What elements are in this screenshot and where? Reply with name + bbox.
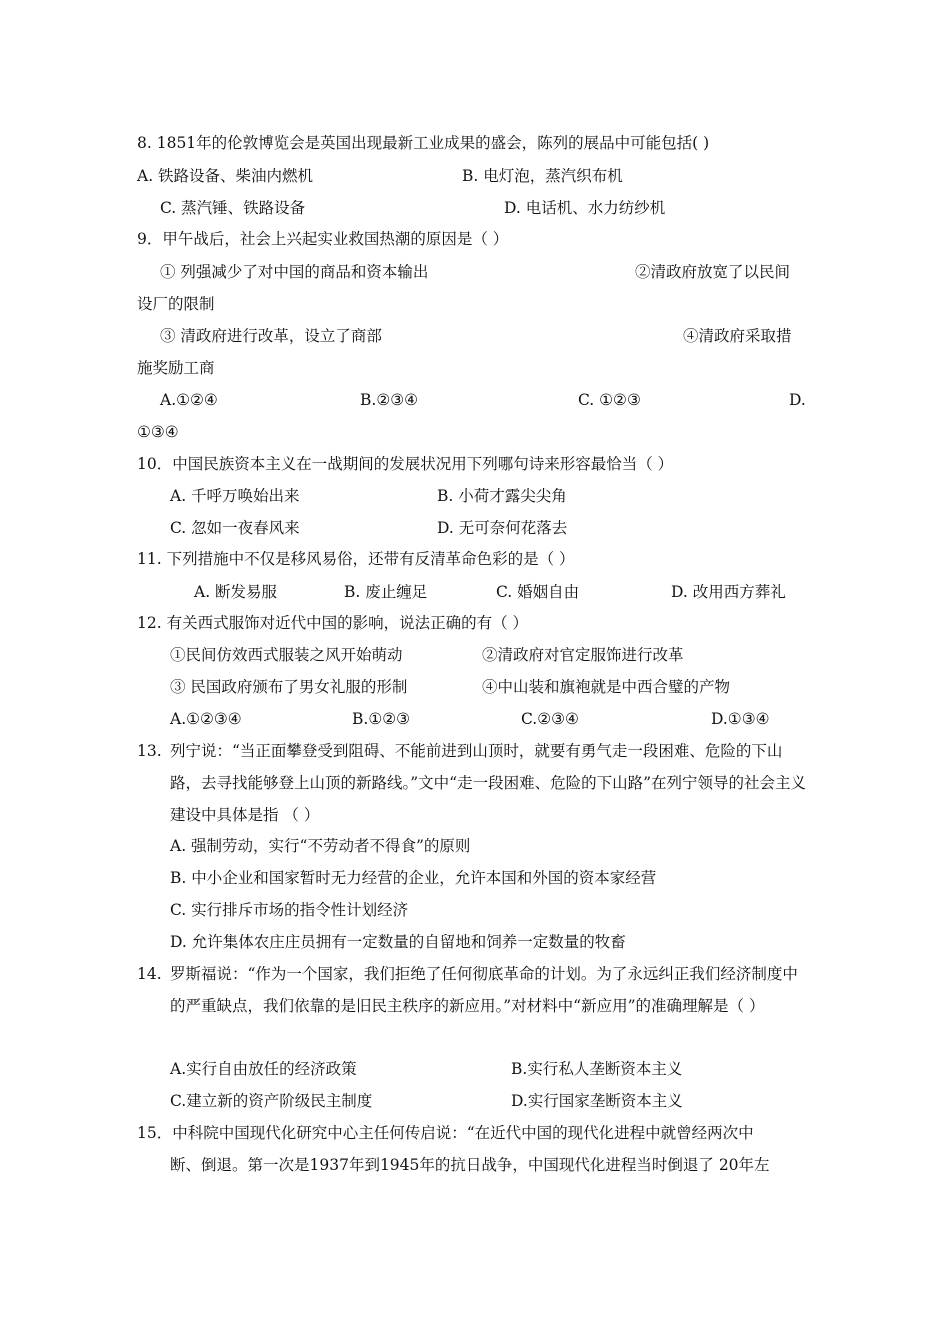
q14-option-a: A.实行自由放任的经济政策 [170, 1060, 357, 1078]
q9-item-4-cont: 施奖励工商 [137, 359, 215, 377]
q11-option-b: B. 废止缠足 [344, 583, 428, 601]
q11-option-d: D. 改用西方葬礼 [671, 583, 786, 601]
q12-item-2: ②清政府对官定服饰进行改革 [482, 646, 684, 664]
q9-option-c: C. ①②③ [578, 391, 641, 409]
q14-stem: 罗斯福说：“作为一个国家，我们拒绝了任何彻底革命的计划。为了永远纠正我们经济制度中的严重缺点，我们依靠的是旧民主秩序的新应用。”对材料中“新应用”的准确理解是（ ） [170, 965, 798, 1015]
q12-option-b: B.①②③ [352, 710, 411, 728]
q12-item-4: ④中山装和旗袍就是中西合璧的产物 [482, 678, 731, 696]
q10-option-d: D. 无可奈何花落去 [437, 519, 568, 537]
q11-option-c: C. 婚姻自由 [496, 583, 580, 601]
q13-option-d: D. 允许集体农庄庄员拥有一定数量的自留地和饲养一定数量的牧畜 [170, 933, 626, 951]
q9-item-3: ③ 清政府进行改革，设立了商部 [160, 327, 382, 345]
q15-line-1: 15．中科院中国现代化研究中心主任何传启说：“在近代中国的现代化进程中就曾经两次中 [137, 1124, 754, 1142]
q9-item-4: ④清政府采取措 [683, 327, 792, 345]
q12-item-1: ①民间仿效西式服装之风开始萌动 [170, 646, 403, 664]
q10-option-b: B. 小荷才露尖尖角 [437, 487, 567, 505]
q9-option-b: B.②③④ [360, 391, 419, 409]
q11-option-a: A. 断发易服 [194, 583, 278, 601]
q10-option-a: A. 千呼万唤始出来 [170, 487, 300, 505]
q12-option-a: A.①②③④ [170, 710, 242, 728]
q9-stem: 9．甲午战后，社会上兴起实业救国热潮的原因是（ ） [137, 230, 509, 248]
q15-line-2: 断、倒退。第一次是1937年到1945年的抗日战争，中国现代化进程当时倒退了 20年左 [170, 1156, 770, 1174]
q8-option-d: D. 电话机、水力纺纱机 [504, 199, 666, 217]
q14-option-d: D.实行国家垄断资本主义 [511, 1092, 683, 1110]
q8-stem: 8. 1851年的伦敦博览会是英国出现最新工业成果的盛会，陈列的展品中可能包括( ) [137, 134, 710, 152]
q13-option-b: B. 中小企业和国家暂时无力经营的企业，允许本国和外国的资本家经营 [170, 869, 657, 887]
q13-stem: 列宁说：“当正面攀登受到阻碍、不能前进到山顶时，就要有勇气走一段困难、危险的下山路，去寻找能够登上山顶的新路线。”文中“走一段困难、危险的下山路”在列宁领导的社会主义建设中具体是指 （ ） [170, 742, 807, 824]
q9-item-1: ① 列强减少了对中国的商品和资本输出 [160, 263, 429, 281]
q12-stem: 12. 有关西式服饰对近代中国的影响，说法正确的有（ ） [137, 614, 529, 632]
q13-number: 13. [137, 742, 162, 760]
q12-option-c: C.②③④ [521, 710, 579, 728]
q14-option-b: B.实行私人垄断资本主义 [511, 1060, 683, 1078]
q9-option-a: A.①②④ [160, 391, 218, 409]
q10-option-c: C. 忽如一夜春风来 [170, 519, 300, 537]
q14-option-c: C.建立新的资产阶级民主制度 [170, 1092, 373, 1110]
q12-option-d: D.①③④ [711, 710, 770, 728]
q12-item-3: ③ 民国政府颁布了男女礼服的形制 [170, 678, 408, 696]
q8-option-b: B. 电灯泡，蒸汽织布机 [462, 167, 623, 185]
q10-stem: 10．中国民族资本主义在一战期间的发展状况用下列哪句诗来形容最恰当（ ） [137, 455, 674, 473]
q8-option-a: A. 铁路设备、柴油内燃机 [137, 167, 314, 185]
q11-stem: 11. 下列措施中不仅是移风易俗，还带有反清革命色彩的是（ ） [137, 550, 575, 568]
q9-option-d-label: D. [789, 391, 806, 409]
q13-option-a: A. 强制劳动，实行“不劳动者不得食”的原则 [170, 837, 471, 855]
q13-option-c: C. 实行排斥市场的指令性计划经济 [170, 901, 409, 919]
q9-item-2-cont: 设厂的限制 [137, 295, 215, 313]
q9-option-d: ①③④ [137, 423, 179, 441]
q9-item-2: ②清政府放宽了以民间 [635, 263, 791, 281]
q8-option-c: C. 蒸汽锤、铁路设备 [160, 199, 306, 217]
q14-number: 14. [137, 965, 162, 983]
